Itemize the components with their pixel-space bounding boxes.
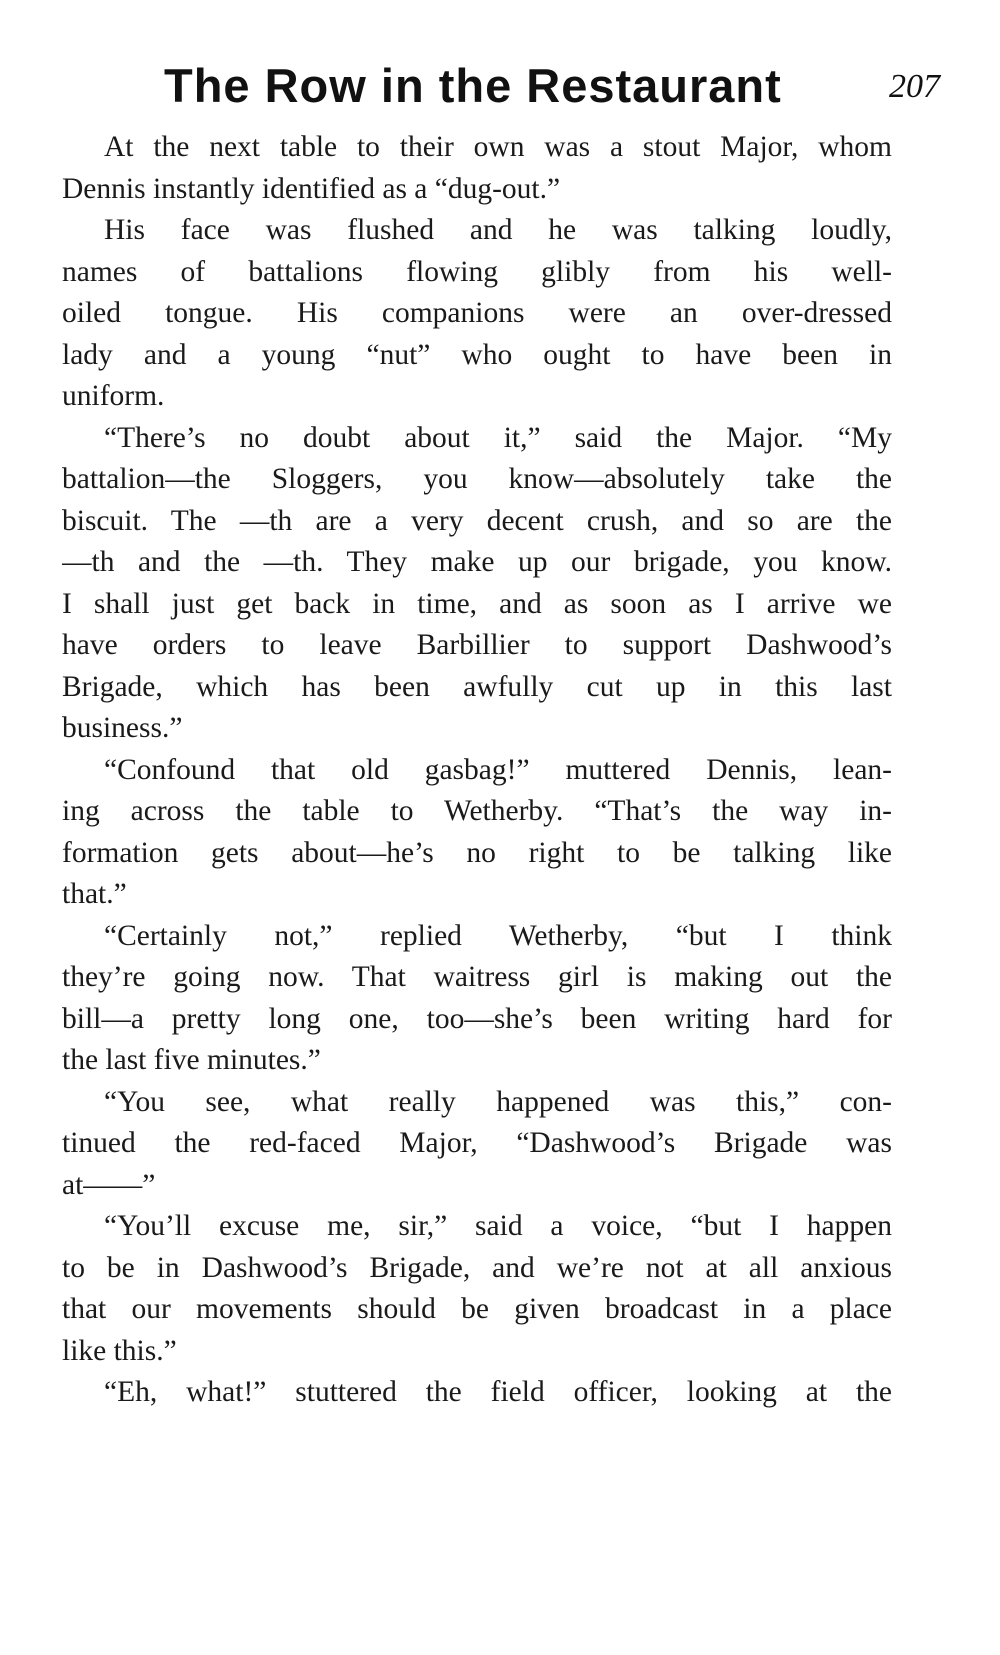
text-line: at——” bbox=[62, 1168, 156, 1201]
page-number: 207 bbox=[889, 68, 940, 105]
text-line: have orders to leave Barbillier to support Dashwood’s bbox=[62, 629, 892, 661]
text-line: “You see, what really happened was this,” con- bbox=[104, 1085, 892, 1118]
text-line: names of battalions flowing glibly from his well- bbox=[62, 255, 892, 288]
text-line: to be in Dashwood’s Brigade, and we’re not at all anxious bbox=[62, 1251, 892, 1284]
body-text bbox=[62, 127, 892, 1414]
text-line: biscuit. The —th are a very decent crush, and so are the bbox=[62, 504, 892, 537]
text-line: bill—a pretty long one, too—she’s been writing hard for bbox=[62, 1002, 892, 1035]
text-line: the last five minutes.” bbox=[62, 1044, 321, 1076]
text-line: “Confound that old gasbag!” muttered Dennis, lean- bbox=[104, 753, 892, 786]
text-line: battalion—the Sloggers, you know—absolutely take the bbox=[62, 463, 892, 495]
text-line: they’re going now. That waitress girl is making out the bbox=[62, 961, 892, 993]
text-line: At the next table to their own was a stout Major, whom bbox=[104, 131, 892, 163]
text-line: formation gets about—he’s no right to be talking like bbox=[62, 836, 892, 869]
text-line: Brigade, which has been awfully cut up in this last bbox=[62, 670, 892, 703]
text-line: tinued the red-faced Major, “Dashwood’s Brigade was bbox=[62, 1127, 892, 1159]
text-line: that.” bbox=[62, 878, 127, 910]
text-line: oiled tongue. His companions were an over-dressed bbox=[62, 297, 892, 329]
text-line: “There’s no doubt about it,” said the Major. “My bbox=[104, 421, 892, 454]
text-line: that our movements should be given broadcast in a place bbox=[62, 1293, 892, 1325]
text-line: uniform. bbox=[62, 380, 165, 412]
text-line: —th and the —th. They make up our brigade, you know. bbox=[62, 546, 892, 578]
text-line: lady and a young “nut” who ought to have been in bbox=[62, 338, 892, 371]
text-line: “Certainly not,” replied Wetherby, “but I think bbox=[104, 919, 892, 952]
running-head bbox=[60, 58, 940, 118]
chapter-title: The Row in the Restaurant bbox=[164, 59, 782, 112]
text-line: Dennis instantly identified as a “dug-out.” bbox=[62, 172, 561, 205]
text-line: “You’ll excuse me, sir,” said a voice, “but I happen bbox=[104, 1210, 892, 1242]
text-line: ing across the table to Wetherby. “That’s the way in- bbox=[62, 795, 892, 827]
text-line: “Eh, what!” stuttered the field officer, looking at the bbox=[104, 1376, 892, 1408]
text-line: His face was flushed and he was talking loudly, bbox=[104, 214, 892, 246]
text-line: like this.” bbox=[62, 1334, 177, 1367]
text-line: business.” bbox=[62, 712, 183, 744]
text-line: I shall just get back in time, and as soon as I arrive we bbox=[62, 587, 892, 620]
